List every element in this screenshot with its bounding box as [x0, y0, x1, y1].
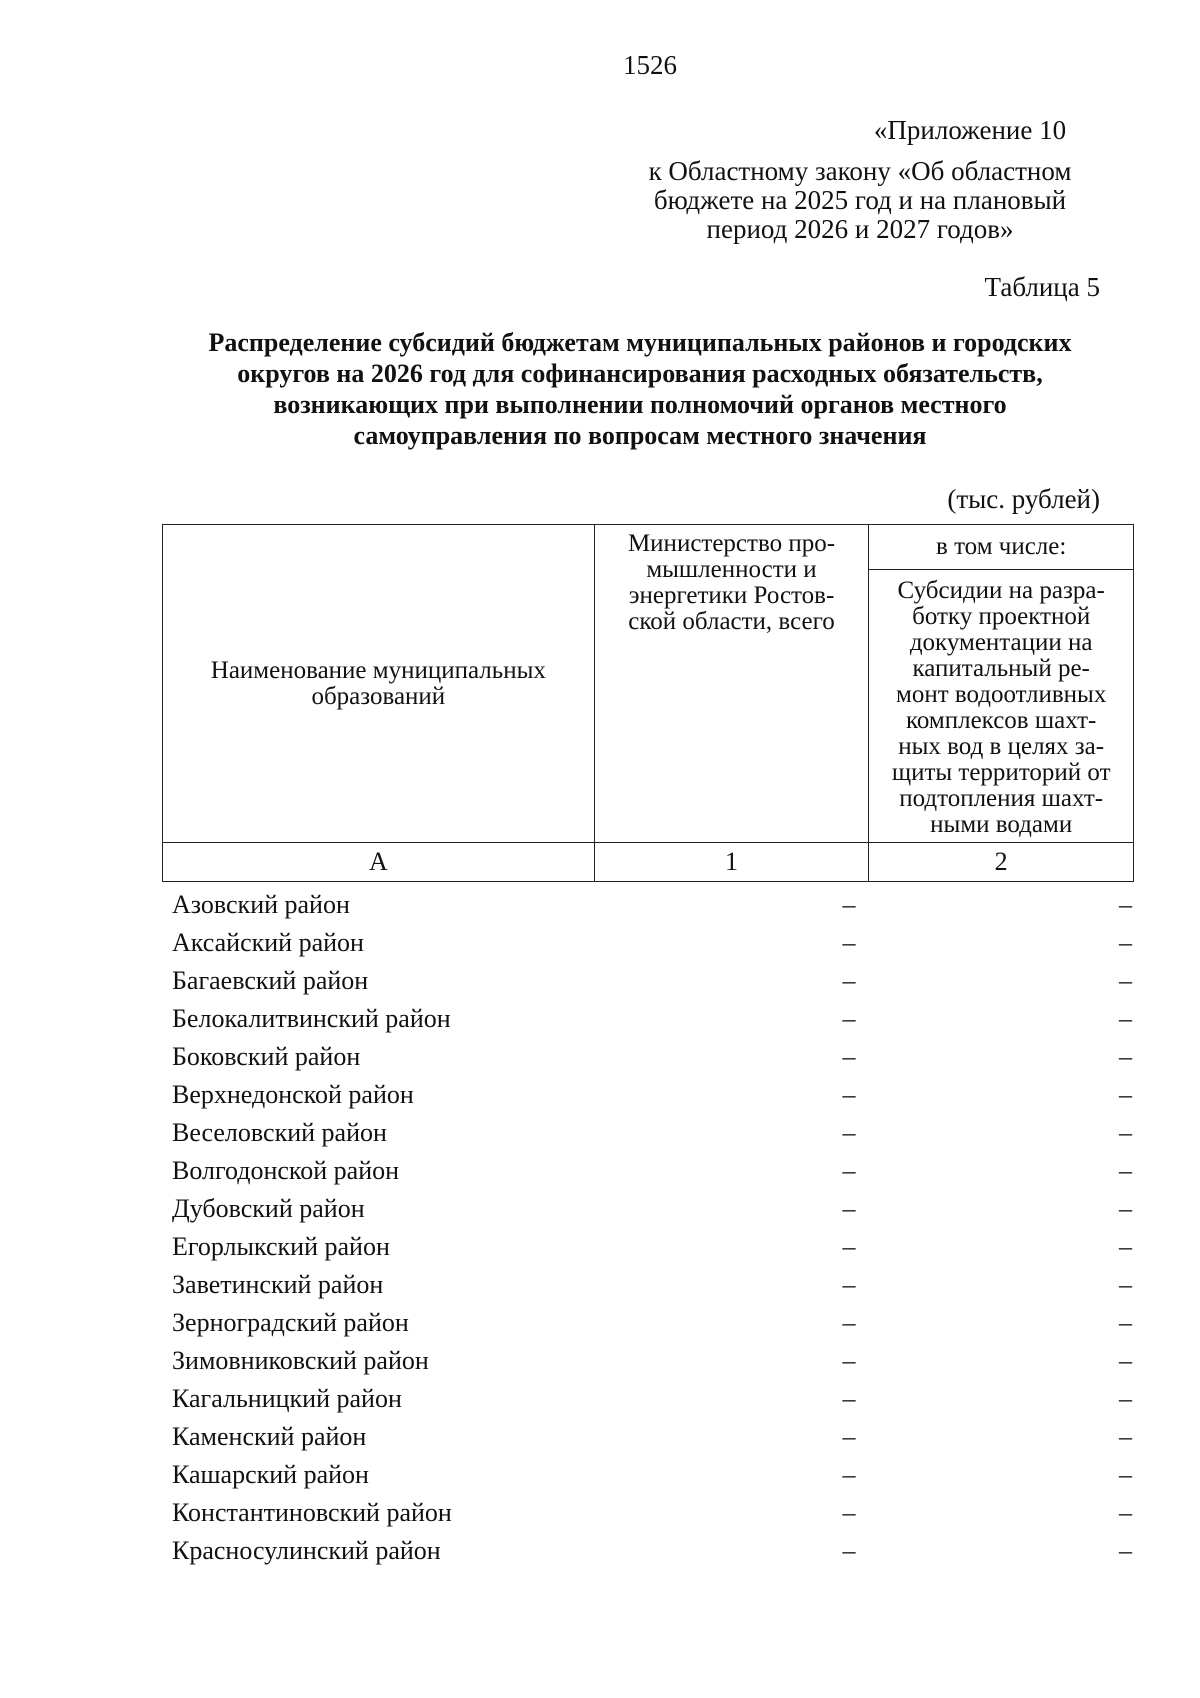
table-body	[172, 886, 1132, 1570]
total-value: –	[842, 1422, 856, 1451]
table-row	[172, 1418, 1132, 1456]
municipality-name: Егорлыкский район	[172, 1232, 390, 1261]
subsidy-value: –	[1119, 1194, 1132, 1223]
column-index: 1	[594, 843, 869, 882]
subsidy-value: –	[1119, 1422, 1132, 1451]
table-row	[172, 1304, 1132, 1342]
total-value: –	[842, 1118, 856, 1147]
title-line: возникающих при выполнении полномочий органов местного	[273, 390, 1007, 419]
header-line: энергетики Ростов-	[628, 582, 835, 609]
header-line: капитальный ре-	[912, 655, 1090, 682]
subsidy-value: –	[1119, 1498, 1132, 1527]
subsidy-value: –	[1119, 966, 1132, 995]
document-title	[160, 327, 1120, 451]
subsidy-value: –	[1119, 1346, 1132, 1375]
municipality-name: Волгодонской район	[172, 1156, 400, 1185]
municipality-name: Заветинский район	[172, 1270, 384, 1299]
municipality-name: Зерноградский район	[172, 1308, 409, 1337]
total-value: –	[842, 1156, 856, 1185]
header-line: Министерство про-	[627, 530, 836, 557]
table-row	[172, 1228, 1132, 1266]
table-row	[172, 1342, 1132, 1380]
total-value: –	[842, 1004, 856, 1033]
total-value: –	[842, 1194, 856, 1223]
header-line: подтопления шахт-	[899, 785, 1104, 812]
table-row	[172, 1532, 1132, 1570]
table-row	[172, 1114, 1132, 1152]
table-row	[172, 1494, 1132, 1532]
municipality-name: Красносулинский район	[172, 1536, 441, 1565]
table-row	[172, 1380, 1132, 1418]
header-line: ными водами	[930, 811, 1073, 838]
subsidy-value: –	[1119, 890, 1132, 919]
header-line: мышленности и	[646, 556, 817, 583]
header-line: документации на	[909, 629, 1093, 656]
header-municipality-name	[163, 525, 595, 843]
header-line: ных вод в целях за-	[898, 733, 1105, 760]
title-line: Распределение субсидий бюджетам муниципальных районов и городских	[208, 328, 1072, 357]
total-value: –	[842, 1460, 856, 1489]
subsidy-value: –	[1119, 1042, 1132, 1071]
municipality-name: Кагальницкий район	[172, 1384, 402, 1413]
title-line: округов на 2026 год для софинансирования расходных обязательств,	[237, 359, 1043, 388]
appendix-ref-line: к Областному закону «Об областном	[648, 156, 1072, 186]
subsidy-value: –	[1119, 1232, 1132, 1261]
appendix-title: «Приложение 10	[873, 115, 1067, 145]
table-row	[172, 1152, 1132, 1190]
municipality-name: Верхнедонской район	[172, 1080, 414, 1109]
table-row	[172, 1456, 1132, 1494]
header-subsidy	[869, 570, 1134, 843]
table-row	[172, 1000, 1132, 1038]
table-number: Таблица 5	[984, 272, 1100, 302]
total-value: –	[842, 1536, 856, 1565]
column-index: А	[163, 843, 595, 882]
total-value: –	[842, 1232, 856, 1261]
subsidy-value: –	[1119, 1270, 1132, 1299]
header-line: ской области, всего	[628, 608, 835, 635]
total-value: –	[842, 890, 856, 919]
subsidy-value: –	[1119, 1308, 1132, 1337]
total-value: –	[842, 1080, 856, 1109]
header-including: в том числе:	[869, 525, 1134, 570]
page-number: 1526	[623, 50, 677, 80]
municipality-name: Дубовский район	[172, 1194, 365, 1223]
municipality-name: Белокалитвинский район	[172, 1004, 451, 1033]
subsidy-value: –	[1119, 1536, 1132, 1565]
header-line: ботку проектной	[912, 603, 1091, 630]
subsidy-value: –	[1119, 1384, 1132, 1413]
subsidy-value: –	[1119, 1004, 1132, 1033]
column-index: 2	[869, 843, 1134, 882]
total-value: –	[842, 928, 856, 957]
subsidy-value: –	[1119, 1156, 1132, 1185]
total-value: –	[842, 1308, 856, 1337]
header-line: комплексов шахт-	[906, 707, 1097, 734]
appendix-reference	[620, 157, 1100, 244]
subsidy-value: –	[1119, 1080, 1132, 1109]
municipality-name: Аксайский район	[172, 928, 364, 957]
municipality-name: Азовский район	[172, 890, 350, 919]
municipality-name: Кашарский район	[172, 1460, 369, 1489]
header-line: монт водоотливных	[896, 681, 1107, 708]
appendix-ref-line: бюджете на 2025 год и на плановый	[653, 185, 1067, 215]
municipality-name: Зимовниковский район	[172, 1346, 429, 1375]
table-row	[172, 924, 1132, 962]
municipality-name: Константиновский район	[172, 1498, 452, 1527]
units-label: (тыс. рублей)	[947, 484, 1100, 514]
table-row	[172, 886, 1132, 924]
municipality-name: Каменский район	[172, 1422, 367, 1451]
table-row	[172, 1266, 1132, 1304]
header-line: Наименование муниципальных	[210, 656, 546, 684]
total-value: –	[842, 1498, 856, 1527]
header-line: Субсидии на разра-	[897, 577, 1105, 604]
total-value: –	[842, 1384, 856, 1413]
municipality-name: Багаевский район	[172, 966, 369, 995]
header-line: щиты территорий от	[891, 759, 1111, 786]
subsidy-value: –	[1119, 1460, 1132, 1489]
table-row	[172, 1038, 1132, 1076]
table-header	[162, 524, 1134, 882]
table-row	[172, 1190, 1132, 1228]
total-value: –	[842, 1270, 856, 1299]
total-value: –	[842, 1346, 856, 1375]
header-line: образований	[311, 682, 446, 710]
header-ministry-total	[594, 525, 869, 843]
title-line: самоуправления по вопросам местного значения	[353, 421, 927, 450]
municipality-name: Веселовский район	[172, 1118, 387, 1147]
subsidy-value: –	[1119, 1118, 1132, 1147]
table-row	[172, 1076, 1132, 1114]
total-value: –	[842, 1042, 856, 1071]
appendix-ref-line: период 2026 и 2027 годов»	[706, 214, 1014, 244]
subsidy-value: –	[1119, 928, 1132, 957]
total-value: –	[842, 966, 856, 995]
municipality-name: Боковский район	[172, 1042, 361, 1071]
table-row	[172, 962, 1132, 1000]
